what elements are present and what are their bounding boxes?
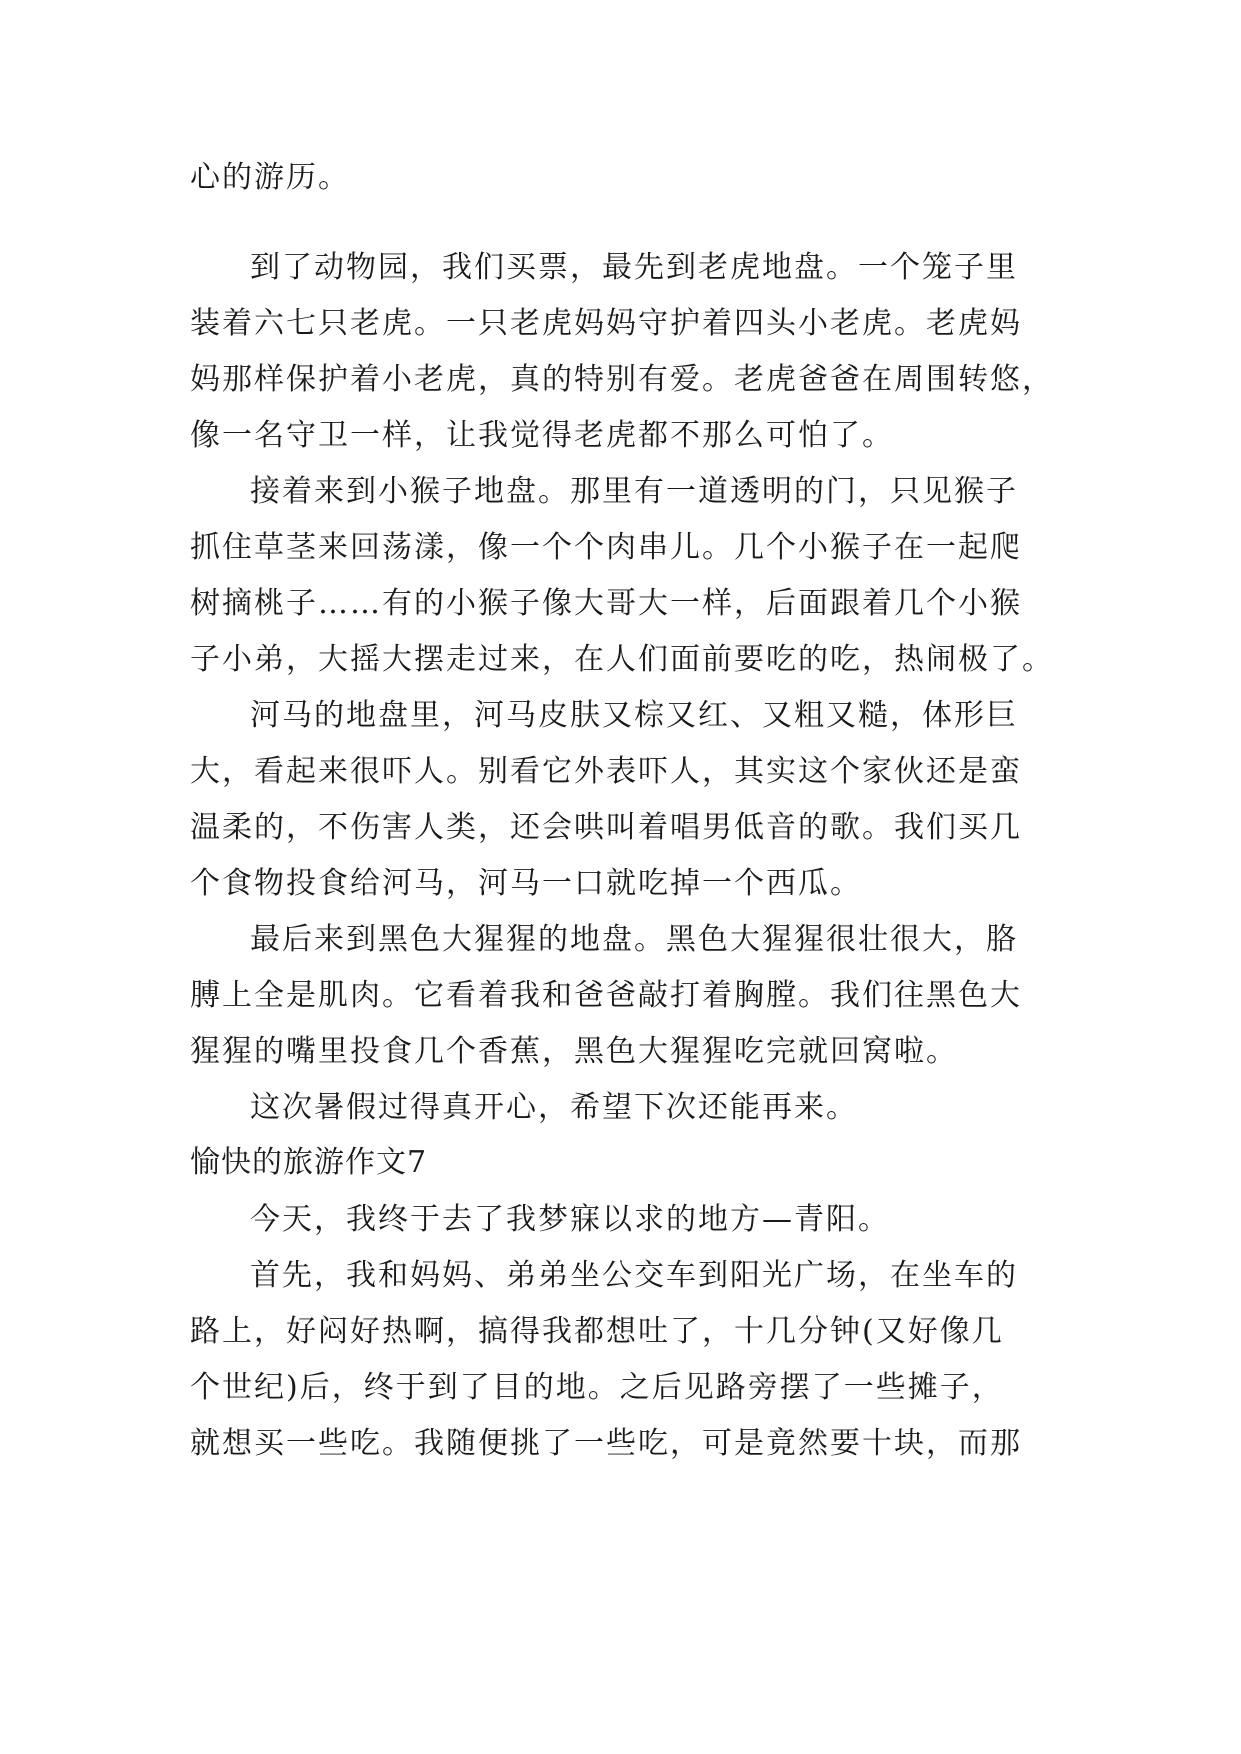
text-line: 个世纪)后，终于到了目的地。之后见路旁摆了一些摊子， — [190, 1370, 1004, 1405]
text-line: 今天，我终于去了我梦寐以求的地方—青阳。 — [250, 1202, 890, 1237]
text-line: 树摘桃子……有的小猴子像大哥大一样，后面跟着几个小猴 — [190, 586, 1022, 621]
text-line: 这次暑假过得真开心，希望下次还能再来。 — [250, 1090, 858, 1125]
text-line: 抓住草茎来回荡漾，像一个个肉串儿。几个小猴子在一起爬 — [190, 530, 1022, 565]
text-line: 温柔的，不伤害人类，还会哄叫着唱男低音的歌。我们买几 — [190, 810, 1022, 845]
text-line: 接着来到小猴子地盘。那里有一道透明的门，只见猴子 — [250, 474, 1018, 509]
text-line: 膊上全是肌肉。它看着我和爸爸敲打着胸膛。我们往黑色大 — [190, 978, 1022, 1013]
essay-heading: 愉快的旅游作文7 — [190, 1145, 428, 1180]
text-line: 到了动物园，我们买票，最先到老虎地盘。一个笼子里 — [250, 250, 1018, 285]
paragraph-bus — [190, 1248, 1050, 1472]
text-line: 路上，好闷好热啊，搞得我都想吐了，十几分钟(又好像几 — [190, 1314, 1004, 1349]
text-line: 河马的地盘里，河马皮肤又棕又红、又粗又糙，体形巨 — [250, 698, 1018, 733]
text-line: 最后来到黑色大猩猩的地盘。黑色大猩猩很壮很大，胳 — [250, 922, 1018, 957]
paragraph-ending — [190, 1080, 1050, 1136]
text-line: 装着六七只老虎。一只老虎妈妈守护着四头小老虎。老虎妈 — [190, 306, 1022, 341]
text-line: 子小弟，大摇大摆走过来，在人们面前要吃的吃，热闹极了。 — [190, 642, 1054, 677]
paragraph-gap — [190, 206, 1050, 240]
paragraph-gorilla — [190, 912, 1050, 1080]
text-line: 首先，我和妈妈、弟弟坐公交车到阳光广场，在坐车的 — [250, 1258, 1018, 1293]
paragraph-hippo — [190, 688, 1050, 912]
text-line: 就想买一些吃。我随便挑了一些吃，可是竟然要十块，而那 — [190, 1426, 1022, 1461]
text-line: 猩猩的嘴里投食几个香蕉，黑色大猩猩吃完就回窝啦。 — [190, 1034, 958, 1069]
text-line: 大，看起来很吓人。别看它外表吓人，其实这个家伙还是蛮 — [190, 754, 1022, 789]
text-line: 个食物投食给河马，河马一口就吃掉一个西瓜。 — [190, 866, 862, 901]
document-body — [190, 150, 1054, 1472]
paragraph-tiger — [190, 240, 1054, 464]
paragraph-intro — [190, 1192, 1050, 1248]
text-line: 心的游历。 — [190, 160, 350, 195]
text-line: 妈那样保护着小老虎，真的特别有爱。老虎爸爸在周围转悠， — [190, 362, 1054, 397]
text-line: 像一名守卫一样，让我觉得老虎都不那么可怕了。 — [190, 418, 894, 453]
paragraph-monkey — [190, 464, 1054, 688]
